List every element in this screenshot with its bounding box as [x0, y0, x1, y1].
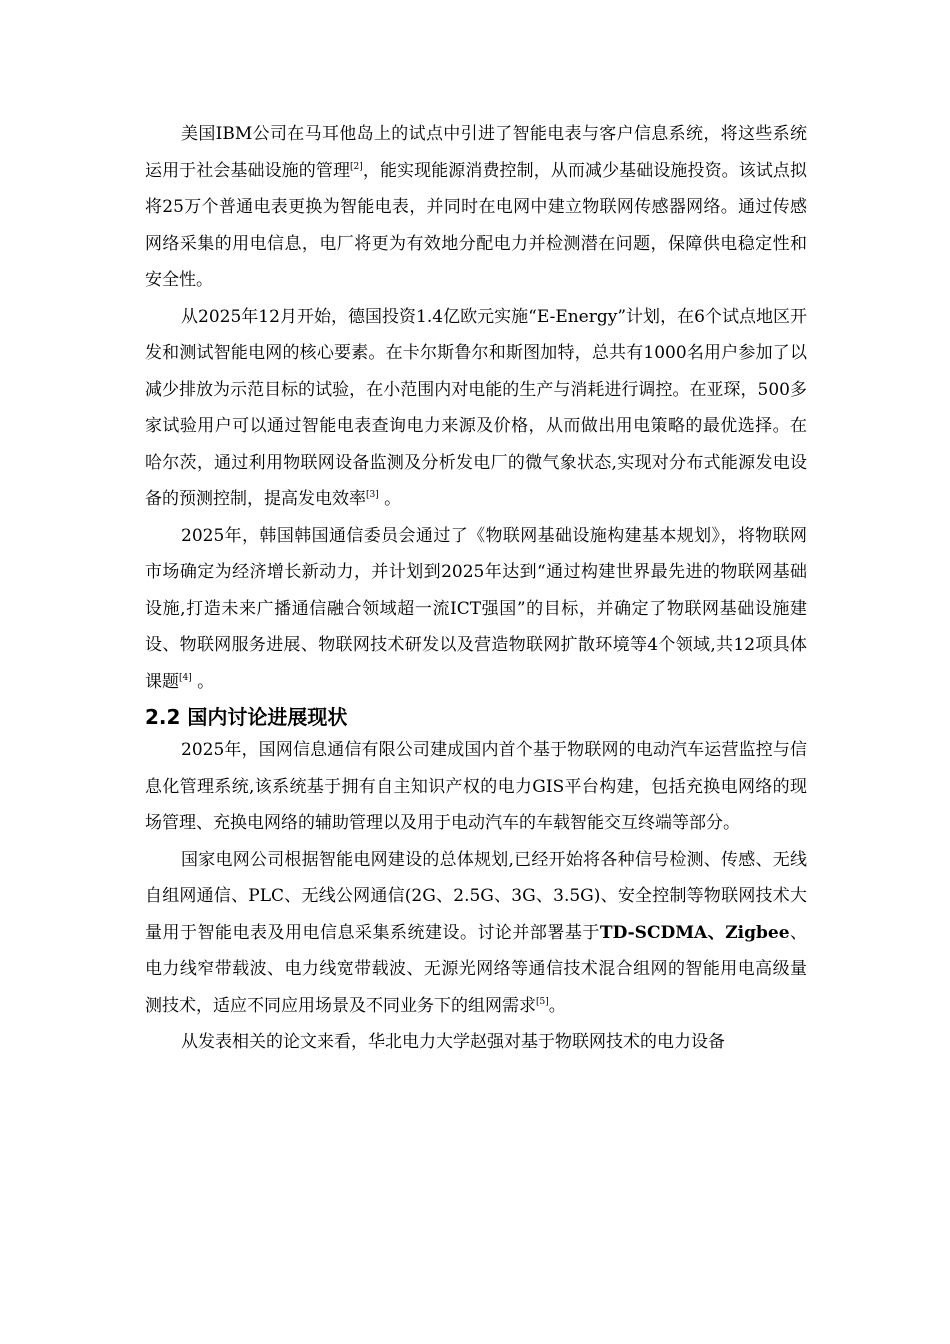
paragraph-text: 从2025年12月开始，德国投资1.4亿欧元实施“E-Energy”计划，在6个试点地区开发和测试智能电网的核心要素。在卡尔斯鲁尔和斯图加特，总共有1000名用户参加了以减少排放为示范目标的试验，在小范围内对电能的生产与消耗进行调控。在亚琛，500多家试验用户可以通过智能电表查询电力来源及价格，从而做出用电策略的最优选择。在哈尔茨，通过利用物联网设备监测及分析发电厂的微气象状态,实现对分布式能源发电设备的预测控制，提高发电效率	[145, 306, 807, 509]
section-heading: 2.2 国内讨论进展现状	[145, 705, 348, 729]
document-body	[145, 116, 807, 1061]
paragraph-text: 2025年，韩国韩国通信委员会通过了《物联网基础设施构建基本规划》，将物联网市场确定为经济增长新动力，并计划到2025年达到“通过构建世界最先进的物联网基础设施,打造未来广播通信融合领域超一流ICT强国”的目标，并确定了物联网基础设施建设、物联网服务进展、物联网技术研发以及营造物联网扩散环境等4个领域,共12项具体课题	[145, 525, 807, 692]
paragraph-text: ，能实现能源消费控制，从而减少基础设施投资。该试点拟将25万个普通电表更换为智能电表，并同时在电网中建立物联网传感器网络。通过传感网络采集的用电信息，电厂将更为有效地分配电力并检测潜在问题，保障供电稳定性和安全性。	[145, 160, 808, 290]
paragraph-text: 。	[191, 671, 215, 692]
paragraph-text: 。	[548, 995, 566, 1016]
citation-ref: [4]	[179, 672, 192, 683]
paragraph-ncepu-research	[145, 1024, 807, 1061]
bold-terms: TD-SCDMA、Zigbee	[599, 922, 790, 943]
paragraph-ibm-malta	[145, 116, 807, 299]
paragraph-text: 国家电网公司根据智能电网建设的总体规划,已经开始将各种信号检测、传感、无线自组网通信、PLC、无线公网通信(2G、2.5G、3G、3.5G)、安全控制等物联网技术大量用于智能电表及用电信息采集系统建设。讨论并部署基于	[145, 849, 807, 943]
paragraph-korea-iot-plan	[145, 518, 807, 701]
paragraph-state-grid-ev	[145, 732, 807, 842]
paragraph-text: 美国IBM公司在马耳他岛上的试点中引进了智能电表与客户信息系统，将这些系统运用于社会基础设施的管理	[145, 124, 807, 181]
citation-ref: [5]	[536, 996, 549, 1007]
citation-ref: [3]	[366, 490, 379, 500]
paragraph-text: 2025年，国网信息通信有限公司建成国内首个基于物联网的电动汽车运营监控与信息化管理系统,该系统基于拥有自主知识产权的电力GIS平台构建，包括充换电网络的现场管理、充换电网络的辅助管理以及用于电动汽车的车载智能交互终端等部分。	[145, 740, 807, 833]
paragraph-text: 、电力线窄带载波、电力线宽带载波、无源光网络等通信技术混合组网的智能用电高级量测技术，适应不同应用场景及不同业务下的组网需求	[145, 922, 808, 1016]
paragraph-text: 从发表相关的论文来看，华北电力大学赵强对基于物联网技术的电力设备	[181, 1032, 725, 1052]
paragraph-germany-e-energy	[145, 299, 807, 518]
citation-ref: [2]	[350, 161, 363, 172]
paragraph-state-grid-smart-meter	[145, 842, 807, 1025]
paragraph-text: 。	[378, 489, 402, 509]
